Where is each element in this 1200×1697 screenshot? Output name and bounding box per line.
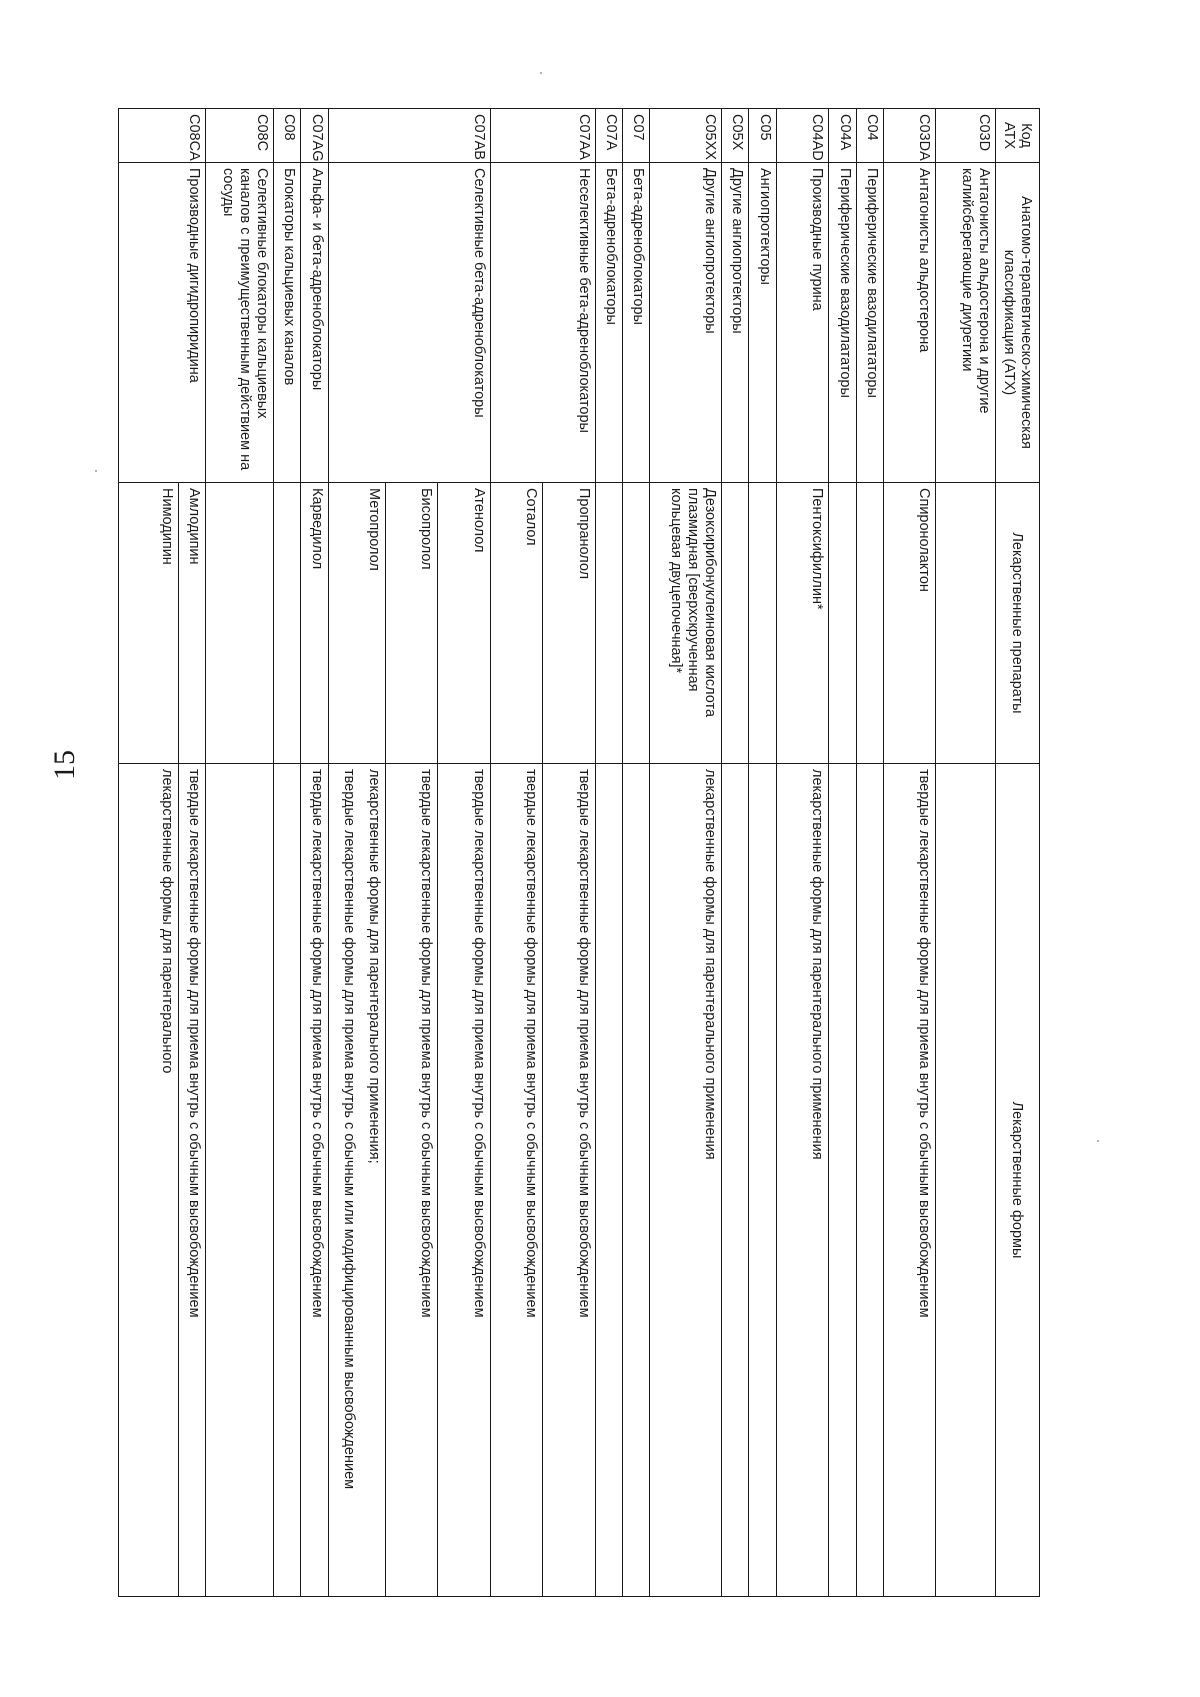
- cell-classification: Селективные блокаторы кальциевых каналов с преимущественным действием на сосуды: [206, 163, 274, 483]
- cell-drug-name: Бисопролол: [385, 483, 437, 764]
- dosage-form-text: лекарственные формы для парентерального: [158, 769, 175, 1074]
- cell-drug-name: [721, 483, 748, 764]
- table-row: [776, 109, 828, 1597]
- cell-classification: Другие ангиопротекторы: [721, 163, 748, 483]
- cell-classification: Ангиопротекторы: [749, 163, 776, 483]
- cell-drug-name: Метопролол: [328, 483, 385, 764]
- cell-dosage-forms: [301, 764, 328, 1597]
- cell-atx-code: C08C: [206, 109, 274, 163]
- table-body: [119, 109, 996, 1597]
- cell-dosage-forms: [490, 764, 542, 1597]
- header-drugs: Лекарственные препараты: [996, 483, 1040, 764]
- cell-atx-code: C07AG: [301, 109, 328, 163]
- table-header-row: [996, 109, 1040, 1597]
- cell-classification: Бета-адреноблокаторы: [595, 163, 622, 483]
- cell-drug-name: [749, 483, 776, 764]
- cell-drug-name: [829, 483, 856, 764]
- cell-atx-code: C04AD: [776, 109, 828, 163]
- cell-classification: Неселективные бета-адреноблокаторы: [490, 163, 595, 483]
- cell-atx-code: C05X: [721, 109, 748, 163]
- table-row: [749, 109, 776, 1597]
- cell-dosage-forms: [206, 764, 274, 1597]
- cell-dosage-forms: [119, 764, 179, 1597]
- cell-classification: Периферические вазодилататоры: [856, 163, 883, 483]
- table-row: [936, 109, 996, 1597]
- cell-dosage-forms: [623, 764, 650, 1597]
- cell-drug-name: [623, 483, 650, 764]
- table-row: [884, 109, 936, 1597]
- cell-dosage-forms: [273, 764, 300, 1597]
- cell-dosage-forms: [595, 764, 622, 1597]
- cell-atx-code: C07A: [595, 109, 622, 163]
- cell-atx-code: C05: [749, 109, 776, 163]
- cell-dosage-forms: [385, 764, 437, 1597]
- dosage-form-text: твердые лекарственные формы для приема внутрь с обычным или модифицированным высвобождением: [340, 769, 357, 1490]
- cell-drug-name: Пропранолол: [543, 483, 595, 764]
- cell-drug-name: [206, 483, 274, 764]
- cell-dosage-forms: [543, 764, 595, 1597]
- table-row: [206, 109, 274, 1597]
- dosage-form-text: твердые лекарственные формы для приема внутрь с обычным высвобождением: [575, 769, 592, 1318]
- cell-classification: Блокаторы кальциевых каналов: [273, 163, 300, 483]
- table-row: [650, 109, 721, 1597]
- table-row: [623, 109, 650, 1597]
- scan-speck: [95, 470, 97, 472]
- cell-classification: Производные пурина: [776, 163, 828, 483]
- cell-dosage-forms: [438, 764, 490, 1597]
- cell-dosage-forms: [856, 764, 883, 1597]
- cell-atx-code: C08: [273, 109, 300, 163]
- cell-classification: Селективные бета-адреноблокаторы: [328, 163, 490, 483]
- header-code: Код АТХ: [996, 109, 1040, 163]
- cell-drug-name: [273, 483, 300, 764]
- cell-drug-name: [936, 483, 996, 764]
- cell-dosage-forms: [650, 764, 721, 1597]
- cell-drug-name: Дезоксирибонуклеиновая кислота плазмидная [сверхскрученная кольцевая двуцепочечная]*: [650, 483, 721, 764]
- cell-drug-name: Карведилол: [301, 483, 328, 764]
- cell-atx-code: C03DA: [884, 109, 936, 163]
- dosage-form-text: твердые лекарственные формы для приема внутрь с обычным высвобождением: [470, 769, 487, 1318]
- cell-atx-code: C04: [856, 109, 883, 163]
- cell-atx-code: C07AA: [490, 109, 595, 163]
- cell-classification: Производные дигидропиридина: [119, 163, 206, 483]
- table-row: [273, 109, 300, 1597]
- cell-dosage-forms: [776, 764, 828, 1597]
- cell-dosage-forms: [936, 764, 996, 1597]
- cell-atx-code: C04A: [829, 109, 856, 163]
- scan-speck: [540, 72, 542, 74]
- dosage-form-text: твердые лекарственные формы для приема внутрь с обычным высвобождением: [916, 769, 933, 1318]
- cell-dosage-forms: [884, 764, 936, 1597]
- cell-atx-code: C03D: [936, 109, 996, 163]
- cell-atx-code: C05XX: [650, 109, 721, 163]
- dosage-form-text: лекарственные формы для парентерального применения: [701, 769, 718, 1160]
- cell-drug-name: [856, 483, 883, 764]
- cell-atx-code: C07AB: [328, 109, 490, 163]
- table-row: [595, 109, 622, 1597]
- dosage-form-text: лекарственные формы для парентерального применения: [809, 769, 826, 1160]
- dosage-form-text: твердые лекарственные формы для приема внутрь с обычным высвобождением: [418, 769, 435, 1318]
- cell-classification: Альфа- и бета-адреноблокаторы: [301, 163, 328, 483]
- table-row: [829, 109, 856, 1597]
- scan-speck: [1097, 1140, 1099, 1142]
- cell-drug-name: [595, 483, 622, 764]
- rotated-page-content: [118, 108, 1040, 1596]
- cell-drug-name: Нимодипин: [119, 483, 179, 764]
- cell-dosage-forms: [749, 764, 776, 1597]
- header-forms: Лекарственные формы: [996, 764, 1040, 1597]
- cell-drug-name: Соталол: [490, 483, 542, 764]
- cell-dosage-forms: [721, 764, 748, 1597]
- cell-atx-code: C08CA: [119, 109, 206, 163]
- page-number: 15: [48, 750, 81, 780]
- table-row: [856, 109, 883, 1597]
- cell-dosage-forms: [829, 764, 856, 1597]
- table-row: [301, 109, 328, 1597]
- cell-classification: Другие ангиопротекторы: [650, 163, 721, 483]
- cell-dosage-forms: [178, 764, 205, 1597]
- dosage-form-text: твердые лекарственные формы для приема внутрь с обычным высвобождением: [308, 769, 325, 1318]
- cell-drug-name: Атенолол: [438, 483, 490, 764]
- cell-drug-name: Спиронолактон: [884, 483, 936, 764]
- dosage-form-text: лекарственные формы для парентерального применения;: [365, 769, 382, 1164]
- table-row: [438, 109, 490, 1597]
- table-row: [178, 109, 205, 1597]
- cell-classification: Периферические вазодилататоры: [829, 163, 856, 483]
- table-row: [721, 109, 748, 1597]
- dosage-form-text: твердые лекарственные формы для приема внутрь с обычным высвобождением: [523, 769, 540, 1318]
- cell-drug-name: Амлодипин: [178, 483, 205, 764]
- header-classification: Анатомо-терапевтическо-химическая классификация (АТХ): [996, 163, 1040, 483]
- cell-classification: Антагонисты альдостерона и другие калийсберегающие диуретики: [936, 163, 996, 483]
- cell-drug-name: Пентоксифиллин*: [776, 483, 828, 764]
- atx-drug-table: [118, 108, 1040, 1597]
- cell-dosage-forms: [328, 764, 385, 1597]
- cell-classification: Антагонисты альдостерона: [884, 163, 936, 483]
- cell-atx-code: C07: [623, 109, 650, 163]
- cell-classification: Бета-адреноблокаторы: [623, 163, 650, 483]
- table-row: [543, 109, 595, 1597]
- dosage-form-text: твердые лекарственные формы для приема внутрь с обычным высвобождением: [186, 769, 203, 1318]
